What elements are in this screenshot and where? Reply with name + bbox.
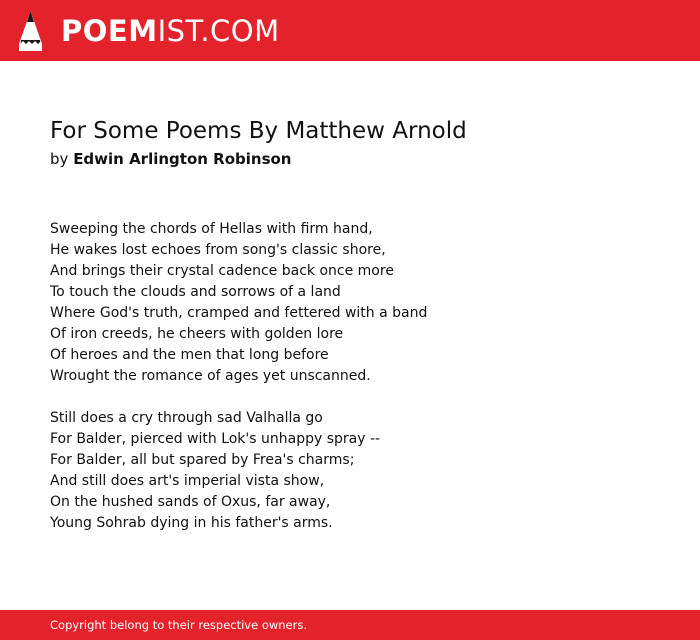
- stanza-1: [50, 219, 427, 387]
- logo-light-text: IST.COM: [157, 13, 280, 48]
- pencil-tip-icon: [18, 10, 43, 52]
- author-link[interactable]: Edwin Arlington Robinson: [73, 150, 292, 168]
- poem-line: Of iron creeds, he cheers with golden lore: [50, 326, 344, 342]
- poem-line: And still does art's imperial vista show,: [50, 473, 325, 489]
- poem-line: Where God's truth, cramped and fettered with a band: [50, 305, 428, 321]
- poem-line: Wrought the romance of ages yet unscanned.: [50, 368, 371, 384]
- site-logo-text: [61, 13, 280, 48]
- site-header: [0, 0, 700, 61]
- site-logo-link[interactable]: [18, 10, 280, 52]
- poem-line: For Balder, all but spared by Frea's charms;: [50, 452, 355, 468]
- poem-line: He wakes lost echoes from song's classic shore,: [50, 242, 386, 258]
- byline: [50, 148, 291, 170]
- copyright-text: Copyright belong to their respective owners.: [50, 618, 308, 632]
- poem-line: Sweeping the chords of Hellas with firm hand,: [50, 221, 373, 237]
- poem-line: Still does a cry through sad Valhalla go: [50, 410, 323, 426]
- poem-line: Young Sohrab dying in his father's arms.: [50, 515, 333, 531]
- poem-title: For Some Poems By Matthew Arnold: [50, 118, 467, 144]
- poem-line: For Balder, pierced with Lok's unhappy spray --: [50, 431, 381, 447]
- by-label: by: [50, 150, 69, 168]
- poem-line: Of heroes and the men that long before: [50, 347, 329, 363]
- poem-body: [50, 219, 427, 555]
- poem-line: To touch the clouds and sorrows of a land: [50, 284, 341, 300]
- poem-line: On the hushed sands of Oxus, far away,: [50, 494, 331, 510]
- stanza-2: [50, 408, 427, 534]
- logo-bold-text: POEM: [61, 13, 158, 48]
- site-footer: [0, 610, 700, 640]
- poem-line: And brings their crystal cadence back once more: [50, 263, 394, 279]
